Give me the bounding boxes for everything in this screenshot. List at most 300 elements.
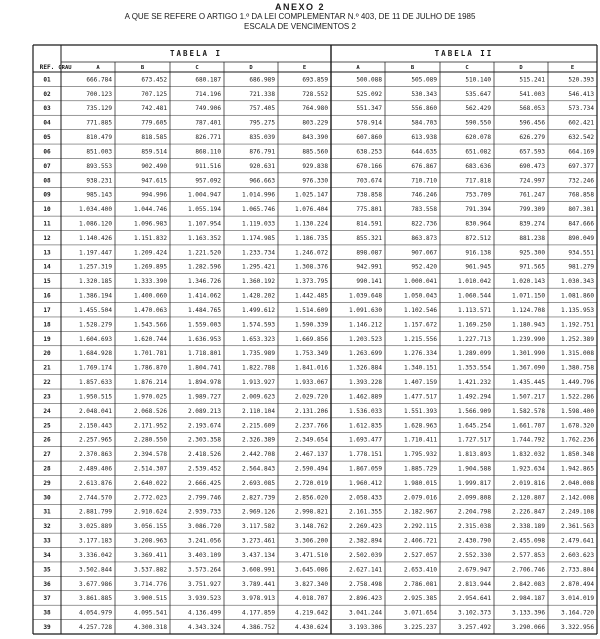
- table2-cell: 839.274: [519, 220, 545, 228]
- table2-cell: 2.603.623: [560, 551, 594, 559]
- table1-cell: 957.092: [195, 177, 221, 185]
- table2-cell: 1.367.090: [511, 364, 545, 372]
- table1-cell: 4.018.707: [294, 595, 328, 603]
- table1-cell: 4.257.728: [78, 623, 112, 631]
- table1-cell: 911.516: [195, 162, 221, 170]
- table1-cell: 2.590.494: [294, 465, 328, 473]
- table1-cell: 3.677.986: [78, 580, 112, 588]
- table1-cell: 4.386.752: [241, 623, 275, 631]
- ref-header: REF.: [39, 64, 55, 71]
- table1-cell: 742.481: [141, 105, 167, 113]
- table1-cell: 2.489.406: [78, 465, 112, 473]
- table2-cell: 710.710: [411, 177, 437, 185]
- ref-cell: 34: [43, 551, 51, 559]
- ref-cell: 06: [43, 148, 51, 156]
- table1-cell: 779.605: [141, 119, 167, 127]
- table2-cell: 1.522.286: [560, 393, 594, 401]
- annex-subtitle: A QUE SE REFERE O ARTIGO 1.º DA LEI COMPLEMENTAR N.º 403, DE 11 DE JULHO DE 1985: [124, 12, 476, 21]
- table2-cell: 855.321: [356, 234, 382, 242]
- table1-cell: 1.034.400: [78, 206, 112, 214]
- table1-cell: 1.620.744: [133, 335, 167, 343]
- table2-cell: 2.758.498: [348, 580, 382, 588]
- table1-cell: 3.537.882: [133, 566, 167, 574]
- table2-cell: 814.591: [356, 220, 382, 228]
- ref-cell: 18: [43, 321, 51, 329]
- table2-cell: 1.566.909: [457, 407, 491, 415]
- table1-cell: 2.744.570: [78, 494, 112, 502]
- table2-cell: 2.502.039: [348, 551, 382, 559]
- table1-cell: 3.437.134: [241, 551, 275, 559]
- table1-cell: 4.430.624: [294, 623, 328, 631]
- table1-cell: 2.089.213: [187, 407, 221, 415]
- table2-cell: 1.645.254: [457, 422, 491, 430]
- table1-cell: 735.129: [86, 105, 112, 113]
- table2-cell: 1.507.217: [511, 393, 545, 401]
- table2-cell: 1.762.236: [560, 436, 594, 444]
- table2-cell: 2.733.804: [560, 566, 594, 574]
- table1-cell: 3.502.844: [78, 566, 112, 574]
- table2-cell: 3.322.956: [560, 623, 594, 631]
- table2-cell: 746.246: [411, 191, 437, 199]
- table2-cell: 1.252.389: [560, 335, 594, 343]
- table1-cell: 1.269.895: [133, 263, 167, 271]
- table2-cell: 2.382.894: [348, 537, 382, 545]
- table1-cell: 2.171.952: [133, 422, 167, 430]
- table2-grade-e: E: [570, 65, 575, 71]
- table1-cell: 1.257.319: [78, 263, 112, 271]
- table2-cell: 2.984.187: [511, 595, 545, 603]
- table2-cell: 2.315.038: [457, 523, 491, 531]
- table2-cell: 1.180.943: [511, 321, 545, 329]
- table1-cell: 1.400.060: [133, 292, 167, 300]
- table2-cell: 1.326.884: [348, 364, 382, 372]
- table2-cell: 1.999.817: [457, 479, 491, 487]
- table2-cell: 753.709: [465, 191, 491, 199]
- table2-cell: 1.885.729: [403, 465, 437, 473]
- table2-cell: 510.140: [465, 76, 491, 84]
- table1-cell: 4.136.499: [187, 609, 221, 617]
- table2-cell: 3.225.237: [403, 623, 437, 631]
- table2-cell: 613.938: [411, 134, 437, 142]
- table2-cell: 738.858: [356, 191, 382, 199]
- table1-cell: 1.455.504: [78, 306, 112, 314]
- table2-cell: 2.338.189: [511, 523, 545, 531]
- table2-cell: 2.292.115: [403, 523, 437, 531]
- ref-cell: 10: [43, 206, 51, 214]
- table2-cell: 3.071.654: [403, 609, 437, 617]
- table1-cell: 3.403.109: [187, 551, 221, 559]
- table1-cell: 1.841.016: [294, 364, 328, 372]
- table1-cell: 3.900.515: [133, 595, 167, 603]
- table2-cell: 2.226.847: [511, 508, 545, 516]
- ref-cell: 37: [43, 595, 51, 603]
- table2-cell: 1.960.412: [348, 479, 382, 487]
- table1-cell: 1.360.192: [241, 278, 275, 286]
- ref-cell: 20: [43, 350, 51, 358]
- table2-grade-c: C: [465, 65, 469, 71]
- table1-cell: 2.539.452: [187, 465, 221, 473]
- table2-cell: 1.678.320: [560, 422, 594, 430]
- table1-cell: 3.148.762: [294, 523, 328, 531]
- table1-cell: 4.300.318: [133, 623, 167, 631]
- table2-cell: 568.053: [519, 105, 545, 113]
- table1-cell: 2.394.578: [133, 451, 167, 459]
- table1-cell: 1.684.928: [78, 350, 112, 358]
- table2-cell: 1.102.546: [403, 306, 437, 314]
- table1-cell: 1.025.147: [294, 191, 328, 199]
- table2-cell: 1.169.250: [457, 321, 491, 329]
- table2-cell: 1.263.699: [348, 350, 382, 358]
- table2-cell: 1.462.889: [348, 393, 382, 401]
- table2-cell: 1.867.059: [348, 465, 382, 473]
- table1-cell: 1.004.947: [187, 191, 221, 199]
- table1-cell: 947.615: [141, 177, 167, 185]
- ref-cell: 09: [43, 191, 51, 199]
- table2-cell: 981.279: [568, 263, 594, 271]
- table2-cell: 1.081.860: [560, 292, 594, 300]
- table1-cell: 2.856.020: [294, 494, 328, 502]
- table2-cell: 1.449.796: [560, 379, 594, 387]
- table2-cell: 2.406.721: [403, 537, 437, 545]
- table2-cell: 1.407.159: [403, 379, 437, 387]
- table2-cell: 761.247: [519, 191, 545, 199]
- table2-cell: 1.727.517: [457, 436, 491, 444]
- table1-cell: 3.573.264: [187, 566, 221, 574]
- table1-cell: 843.390: [302, 134, 328, 142]
- table2-cell: 535.647: [465, 90, 491, 98]
- table1-cell: 2.998.821: [294, 508, 328, 516]
- table1-cell: 666.784: [86, 76, 112, 84]
- table1-cell: 1.574.593: [241, 321, 275, 329]
- ref-cell: 28: [43, 465, 51, 473]
- table1-cell: 929.838: [302, 162, 328, 170]
- table2-cell: 1.832.032: [511, 451, 545, 459]
- ref-cell: 24: [43, 407, 51, 415]
- table1-cell: 728.552: [302, 90, 328, 98]
- table1-cell: 3.714.776: [133, 580, 167, 588]
- table2-cell: 907.067: [411, 249, 437, 257]
- table1-cell: 1.933.067: [294, 379, 328, 387]
- table1-cell: 2.467.137: [294, 451, 328, 459]
- table1-cell: 787.401: [195, 119, 221, 127]
- table2-cell: 2.870.494: [560, 580, 594, 588]
- table1-cell: 1.233.734: [241, 249, 275, 257]
- table2-cell: 2.361.563: [560, 523, 594, 531]
- table1-cell: 3.369.411: [133, 551, 167, 559]
- ref-cell: 04: [43, 119, 51, 127]
- table1-cell: 851.003: [86, 148, 112, 156]
- table2-cell: 1.301.990: [511, 350, 545, 358]
- table2-cell: 961.945: [465, 263, 491, 271]
- ref-cell: 16: [43, 292, 51, 300]
- table1-cell: 1.499.612: [241, 306, 275, 314]
- table1-cell: 2.613.876: [78, 479, 112, 487]
- table1-cell: 835.039: [249, 134, 275, 142]
- table2-cell: 2.079.016: [403, 494, 437, 502]
- ref-cell: 15: [43, 278, 51, 286]
- table2-cell: 644.635: [411, 148, 437, 156]
- ref-cell: 05: [43, 134, 51, 142]
- table2-cell: 990.141: [356, 278, 382, 286]
- table1-cell: 826.771: [195, 134, 221, 142]
- table1-cell: 2.418.526: [187, 451, 221, 459]
- table2-cell: 573.734: [568, 105, 594, 113]
- ref-cell: 23: [43, 393, 51, 401]
- table2-cell: 1.795.932: [403, 451, 437, 459]
- table2-cell: 942.991: [356, 263, 382, 271]
- table1-cell: 1.913.927: [241, 379, 275, 387]
- table1-cell: 1.096.983: [133, 220, 167, 228]
- table1-cell: 818.585: [141, 134, 167, 142]
- table2-cell: 2.430.790: [457, 537, 491, 545]
- table2-cell: 1.000.041: [403, 278, 437, 286]
- table2-cell: 1.203.523: [348, 335, 382, 343]
- table2-grade-a: A: [356, 65, 360, 71]
- table1-cell: 902.490: [141, 162, 167, 170]
- table2-cell: 1.113.571: [457, 306, 491, 314]
- table1-cell: 994.996: [141, 191, 167, 199]
- table2-cell: 1.693.477: [348, 436, 382, 444]
- table1-grade-b: B: [140, 65, 145, 71]
- table1-cell: 3.827.340: [294, 580, 328, 588]
- table2-cell: 1.239.990: [511, 335, 545, 343]
- table1-cell: 3.645.086: [294, 566, 328, 574]
- table2-cell: 1.071.150: [511, 292, 545, 300]
- table2-cell: 1.744.792: [511, 436, 545, 444]
- table1-cell: 749.906: [195, 105, 221, 113]
- table1-cell: 3.861.885: [78, 595, 112, 603]
- table1-cell: 1.735.989: [241, 350, 275, 358]
- table2-cell: 1.778.151: [348, 451, 382, 459]
- table2-cell: 2.269.423: [348, 523, 382, 531]
- table1-cell: 2.881.799: [78, 508, 112, 516]
- table2-cell: 1.980.015: [403, 479, 437, 487]
- table2-cell: 2.679.947: [457, 566, 491, 574]
- table1-cell: 680.187: [195, 76, 221, 84]
- table1-cell: 4.343.324: [187, 623, 221, 631]
- table1-cell: 2.640.022: [133, 479, 167, 487]
- table2-cell: 732.246: [568, 177, 594, 185]
- table1-cell: 1.346.726: [187, 278, 221, 286]
- table1-cell: 1.559.003: [187, 321, 221, 329]
- table1-cell: 4.177.859: [241, 609, 275, 617]
- table2-cell: 971.565: [519, 263, 545, 271]
- table1-cell: 3.241.056: [187, 537, 221, 545]
- table2-cell: 2.182.967: [403, 508, 437, 516]
- table2-cell: 1.492.294: [457, 393, 491, 401]
- table1-cell: 1.174.985: [241, 234, 275, 242]
- table1-cell: 4.219.642: [294, 609, 328, 617]
- table2-cell: 1.923.634: [511, 465, 545, 473]
- table1-cell: 876.791: [249, 148, 275, 156]
- ref-cell: 19: [43, 335, 51, 343]
- table1-cell: 3.056.155: [133, 523, 167, 531]
- table2-cell: 632.542: [568, 134, 594, 142]
- table2-cell: 1.135.953: [560, 306, 594, 314]
- table2-cell: 602.421: [568, 119, 594, 127]
- table2-cell: 1.146.212: [348, 321, 382, 329]
- table2-cell: 1.904.588: [457, 465, 491, 473]
- table1-cell: 1.822.788: [241, 364, 275, 372]
- table2-cell: 1.010.042: [457, 278, 491, 286]
- ref-cell: 27: [43, 451, 51, 459]
- table1-cell: 885.560: [302, 148, 328, 156]
- table2-cell: 890.049: [568, 234, 594, 242]
- table2-cell: 2.954.641: [457, 595, 491, 603]
- table2-grade-b: B: [410, 65, 415, 71]
- table1-cell: 2.237.766: [294, 422, 328, 430]
- table1-cell: 1.186.735: [294, 234, 328, 242]
- table2-cell: 3.290.066: [511, 623, 545, 631]
- table1-cell: 985.143: [86, 191, 112, 199]
- table1-cell: 3.025.889: [78, 523, 112, 531]
- table1-cell: 3.208.963: [133, 537, 167, 545]
- table2-cell: 1.227.713: [457, 335, 491, 343]
- table1-cell: 938.231: [86, 177, 112, 185]
- ref-cell: 29: [43, 479, 51, 487]
- table2-cell: 551.347: [356, 105, 382, 113]
- table2-cell: 3.193.306: [348, 623, 382, 631]
- table1-cell: 1.163.352: [187, 234, 221, 242]
- ref-cell: 14: [43, 263, 51, 271]
- table2-cell: 596.456: [519, 119, 545, 127]
- table1-title: TABELA I: [169, 49, 223, 58]
- table1-cell: 1.086.120: [78, 220, 112, 228]
- table2-cell: 775.801: [356, 206, 382, 214]
- table2-cell: 1.091.630: [348, 306, 382, 314]
- table1-cell: 2.280.550: [133, 436, 167, 444]
- table1-cell: 1.786.870: [133, 364, 167, 372]
- table2-cell: 2.653.410: [403, 566, 437, 574]
- table2-cell: 1.421.232: [457, 379, 491, 387]
- table1-cell: 1.590.339: [294, 321, 328, 329]
- table1-cell: 1.333.390: [133, 278, 167, 286]
- table1-cell: 757.405: [249, 105, 275, 113]
- table1-cell: 803.229: [302, 119, 328, 127]
- ref-cell: 08: [43, 177, 51, 185]
- table2-cell: 1.289.099: [457, 350, 491, 358]
- table1-cell: 721.338: [249, 90, 275, 98]
- table2-cell: 620.078: [465, 134, 491, 142]
- table2-cell: 881.238: [519, 234, 545, 242]
- table1-cell: 2.666.425: [187, 479, 221, 487]
- table1-cell: 1.857.633: [78, 379, 112, 387]
- table2-cell: 670.166: [356, 162, 382, 170]
- ref-cell: 07: [43, 162, 51, 170]
- table2-cell: 783.558: [411, 206, 437, 214]
- table1-grade-e: E: [302, 65, 307, 71]
- table1-cell: 1.753.349: [294, 350, 328, 358]
- table2-cell: 505.089: [411, 76, 437, 84]
- table2-cell: 3.041.244: [348, 609, 382, 617]
- table2-cell: 500.088: [356, 76, 382, 84]
- table2-cell: 1.340.151: [403, 364, 437, 372]
- table1-cell: 1.308.376: [294, 263, 328, 271]
- grau-label: GRAU: [58, 65, 72, 71]
- table2-cell: 807.301: [568, 206, 594, 214]
- table1-cell: 1.604.693: [78, 335, 112, 343]
- table2-cell: 1.050.043: [403, 292, 437, 300]
- table1-cell: 795.275: [249, 119, 275, 127]
- table1-cell: 1.076.404: [294, 206, 328, 214]
- table1-cell: 700.123: [86, 90, 112, 98]
- table2-cell: 1.661.707: [511, 422, 545, 430]
- table1-cell: 3.471.510: [294, 551, 328, 559]
- table1-cell: 1.130.224: [294, 220, 328, 228]
- ref-cell: 39: [43, 623, 51, 631]
- table2-cell: 1.582.578: [511, 407, 545, 415]
- table2-cell: 664.169: [568, 148, 594, 156]
- table2-cell: 2.786.081: [403, 580, 437, 588]
- ref-cell: 26: [43, 436, 51, 444]
- table1-grade-d: D: [249, 65, 253, 71]
- table2-cell: 872.512: [465, 234, 491, 242]
- table1-cell: 2.150.443: [78, 422, 112, 430]
- table2-cell: 1.192.751: [560, 321, 594, 329]
- table1-cell: 1.894.978: [187, 379, 221, 387]
- table2-cell: 830.964: [465, 220, 491, 228]
- table1-cell: 2.068.526: [133, 407, 167, 415]
- table2-cell: 1.628.963: [403, 422, 437, 430]
- table1-cell: 693.859: [302, 76, 328, 84]
- table1-cell: 1.065.746: [241, 206, 275, 214]
- table1-cell: 2.257.965: [78, 436, 112, 444]
- table1-cell: 2.029.720: [294, 393, 328, 401]
- table1-cell: 2.370.863: [78, 451, 112, 459]
- table1-cell: 3.789.441: [241, 580, 275, 588]
- table2-cell: 1.551.393: [403, 407, 437, 415]
- table2-cell: 916.138: [465, 249, 491, 257]
- table1-cell: 2.910.624: [133, 508, 167, 516]
- table2-cell: 2.552.330: [457, 551, 491, 559]
- ref-cell: 35: [43, 566, 51, 574]
- ref-cell: 33: [43, 537, 51, 545]
- table2-cell: 1.030.343: [560, 278, 594, 286]
- table1-cell: 868.110: [195, 148, 221, 156]
- table1-cell: 1.414.062: [187, 292, 221, 300]
- ref-cell: 13: [43, 249, 51, 257]
- table1-cell: 2.442.708: [241, 451, 275, 459]
- table2-cell: 520.393: [568, 76, 594, 84]
- table2-cell: 863.873: [411, 234, 437, 242]
- table1-cell: 1.528.279: [78, 321, 112, 329]
- table2-cell: 584.703: [411, 119, 437, 127]
- table1-cell: 686.989: [249, 76, 275, 84]
- table2-cell: 651.082: [465, 148, 491, 156]
- table1-cell: 3.306.200: [294, 537, 328, 545]
- table2-cell: 2.058.433: [348, 494, 382, 502]
- table2-cell: 1.157.672: [403, 321, 437, 329]
- table1-cell: 2.564.843: [241, 465, 275, 473]
- table1-cell: 3.273.461: [241, 537, 275, 545]
- table2-cell: 1.813.893: [457, 451, 491, 459]
- table2-cell: 2.842.083: [511, 580, 545, 588]
- table1-cell: 1.514.609: [294, 306, 328, 314]
- table1-cell: 1.970.025: [133, 393, 167, 401]
- table2-cell: 2.249.108: [560, 508, 594, 516]
- table1-cell: 1.044.746: [133, 206, 167, 214]
- table2-cell: 768.858: [568, 191, 594, 199]
- table2-cell: 799.309: [519, 206, 545, 214]
- table1-cell: 1.769.174: [78, 364, 112, 372]
- table2-cell: 515.241: [519, 76, 545, 84]
- annex-title: ANEXO 2: [274, 2, 325, 12]
- table1-cell: 1.470.063: [133, 306, 167, 314]
- table1-cell: 893.553: [86, 162, 112, 170]
- table1-cell: 1.386.194: [78, 292, 112, 300]
- table2-cell: 952.420: [411, 263, 437, 271]
- table2-cell: 541.003: [519, 90, 545, 98]
